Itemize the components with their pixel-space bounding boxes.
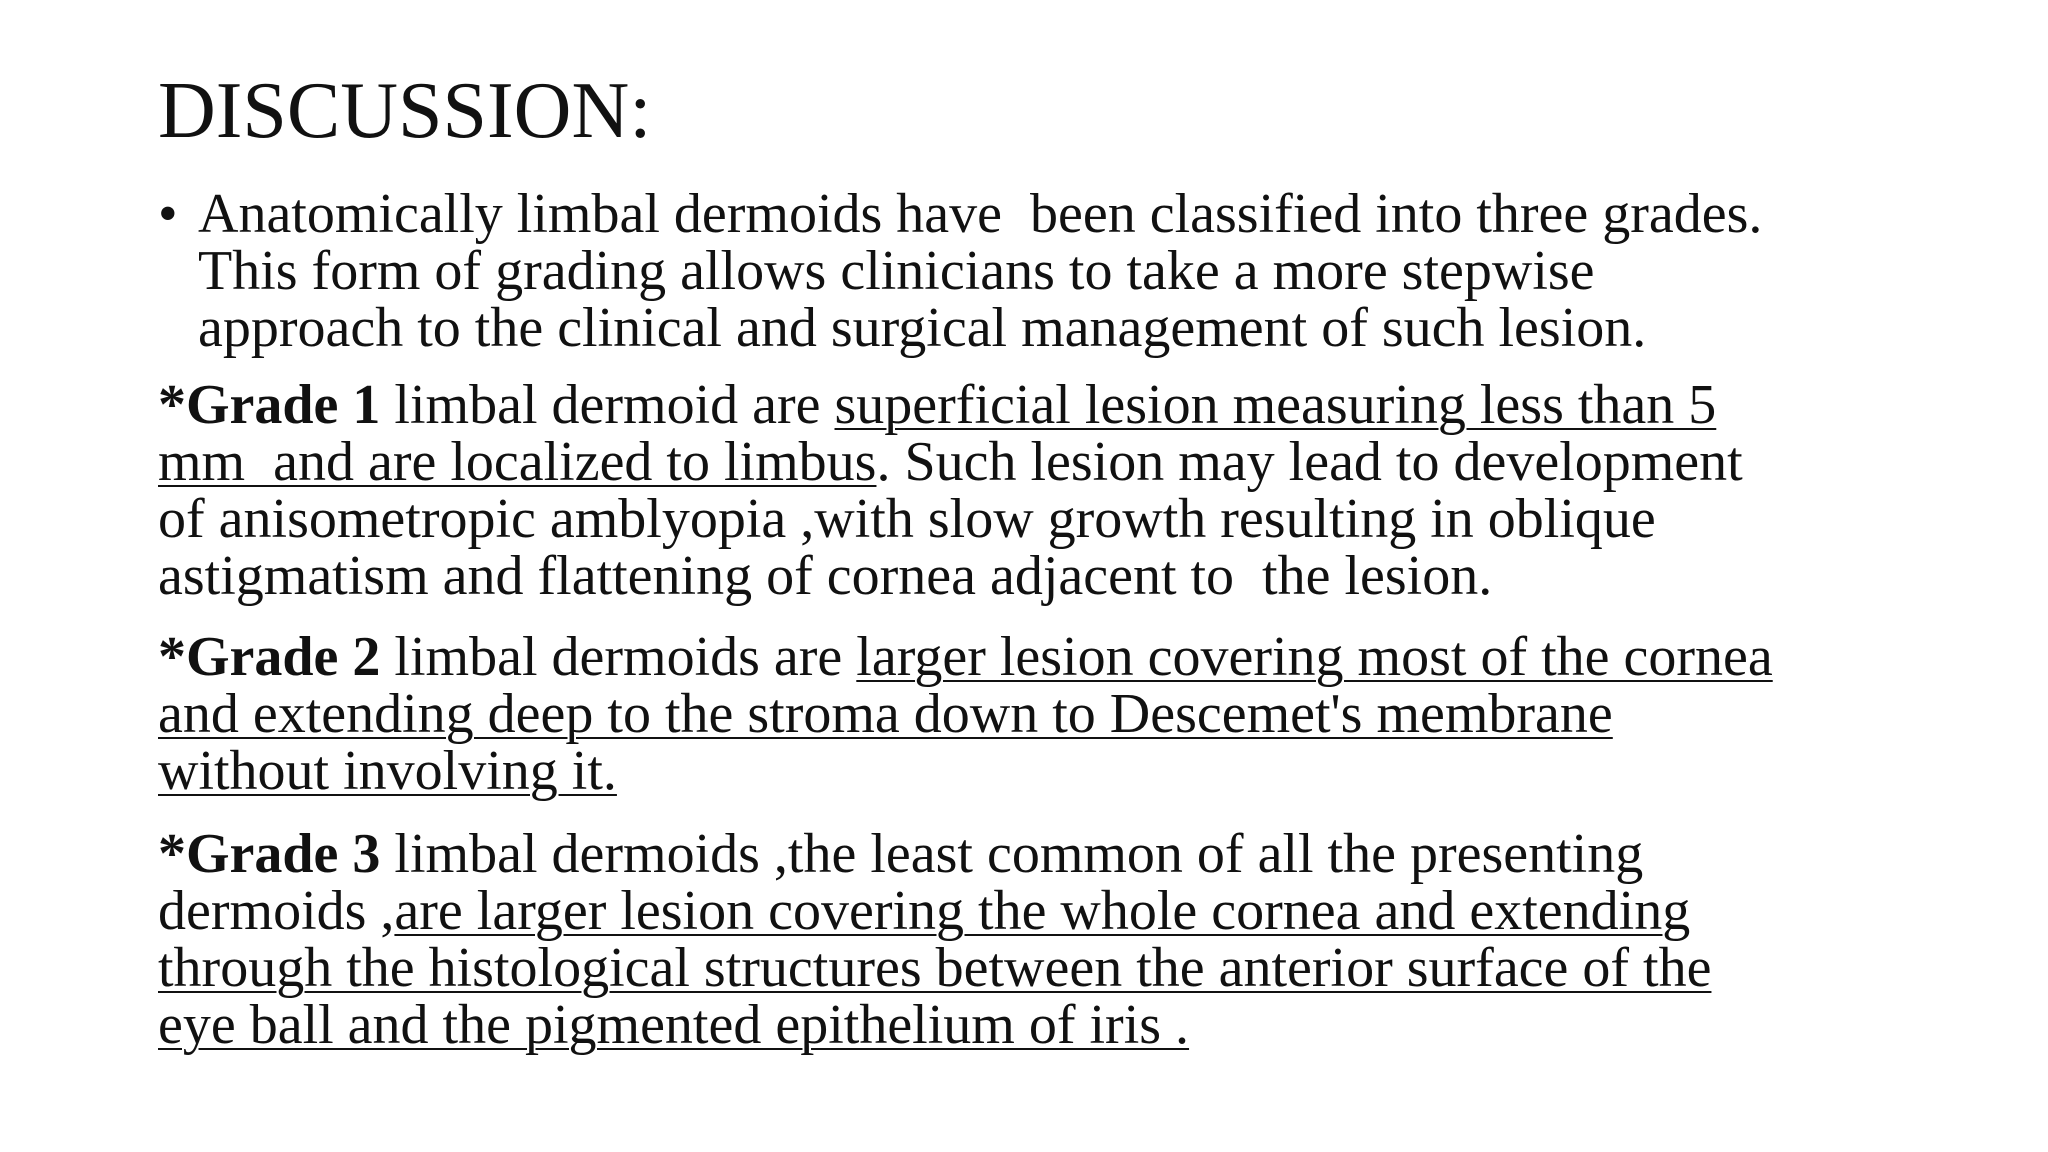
slide-body [158,183,1918,1074]
grade-2-underlined-text: larger lesion covering most of the cornea [856,626,1773,688]
slide-title: DISCUSSION: [158,67,652,155]
grade-3-line-2 [158,880,1918,942]
grade-3-text: limbal dermoids ,the least common of all the presenting [380,823,1644,885]
grade-3-paragraph [158,823,1918,1056]
grade-3-label: *Grade 3 [158,823,381,885]
grade-1-line-4: astigmatism and flattening of cornea adjacent to the lesion. [158,545,1493,607]
intro-line-2: This form of grading allows clinicians to take a more stepwise [198,240,1595,302]
grade-1-paragraph [158,374,1918,607]
grade-3-line-4 [158,994,1918,1056]
grade-3-underlined-text: are larger lesion covering the whole cornea and extending [394,880,1691,942]
grade-2-paragraph [158,626,1918,802]
grade-2-line-3 [158,740,1918,802]
grade-1-label: *Grade 1 [158,374,381,436]
grade-3-line-3 [158,937,1918,999]
grade-2-line-2 [158,683,1918,745]
grade-2-underlined-text: and extending deep to the stroma down to Descemet's membrane [158,683,1613,745]
grade-2-line-1 [158,626,1918,688]
grade-2-underlined-text: without involving it. [158,740,617,802]
intro-line-3: approach to the clinical and surgical management of such lesion. [198,297,1647,359]
grade-1-underlined-text: superficial lesion measuring less than 5 [834,374,1717,436]
grade-3-text: dermoids , [158,880,395,942]
bullet-marker: • [158,183,178,245]
grade-3-underlined-text: eye ball and the pigmented epithelium of iris . [158,994,1190,1056]
grade-2-label: *Grade 2 [158,626,381,688]
grade-1-line-3: of anisometropic amblyopia ,with slow growth resulting in oblique [158,488,1656,550]
grade-1-text: limbal dermoid are [380,374,835,436]
intro-bullet [158,183,1918,359]
grade-1-text: . Such lesion may lead to development [876,431,1743,493]
grade-3-underlined-text: through the histological structures between the anterior surface of the [158,937,1712,999]
grade-2-text: limbal dermoids are [380,626,857,688]
intro-line-1: Anatomically limbal dermoids have been classified into three grades. [198,183,1763,245]
grade-3-line-1 [158,823,1918,885]
grade-1-line-2 [158,431,1918,493]
grade-1-underlined-text: mm and are localized to limbus [158,431,877,493]
grade-1-line-1 [158,374,1918,436]
